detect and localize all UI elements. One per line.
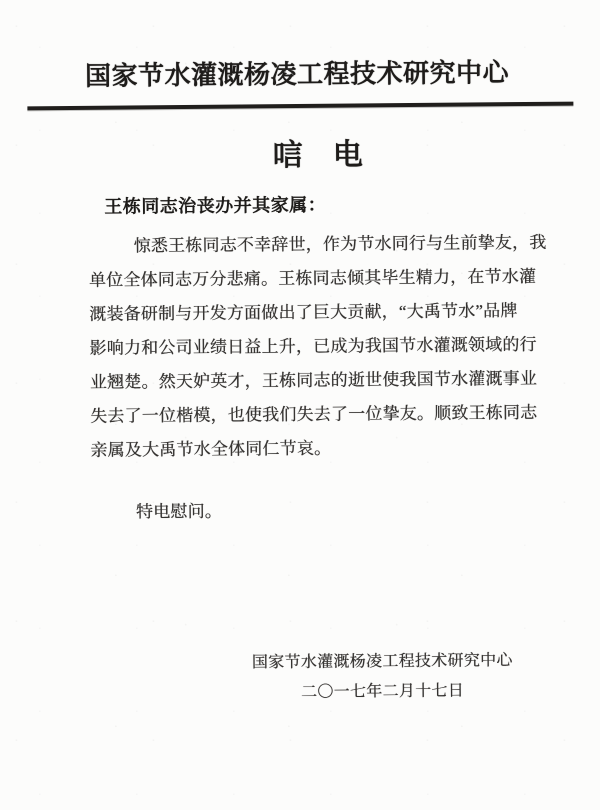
body-paragraph <box>88 226 560 468</box>
signature-block <box>162 645 600 709</box>
closing-line: 特电慰问。 <box>135 501 223 522</box>
letterhead-title: 国家节水灌溉杨凌工程技术研究中心 <box>84 58 510 91</box>
salutation-line: 王栋同志治丧办并其家属： <box>104 194 327 217</box>
body-line: 单位全体同志万分悲痛。王栋同志倾其毕生精力，在节水灌 <box>88 266 537 290</box>
body-line: 失去了一位楷模，也使我们失去了一位挚友。顺致王栋同志 <box>90 402 538 426</box>
body-line: 影响力和公司业绩日益上升，已成为我国节水灌溉领域的行 <box>89 334 537 358</box>
signature-date: 二〇一七年二月十七日 <box>300 682 465 702</box>
letterhead-divider-rule <box>27 102 573 111</box>
body-line: 亲属及大禹节水全体同仁节哀。 <box>90 438 332 460</box>
body-line: 业翘楚。然天妒英才，王栋同志的逝世使我国节水灌溉事业 <box>89 368 538 392</box>
document-title: 唁 电 <box>272 138 363 173</box>
body-line: 惊悉王栋同志不幸辞世，作为节水同行与生前挚友，我 <box>133 232 547 256</box>
body-line: 溉装备研制与开发方面做出了巨大贡献，“大禹节水”品牌 <box>89 301 518 324</box>
signature-organization: 国家节水灌溉杨凌工程技术研究中心 <box>251 652 513 672</box>
